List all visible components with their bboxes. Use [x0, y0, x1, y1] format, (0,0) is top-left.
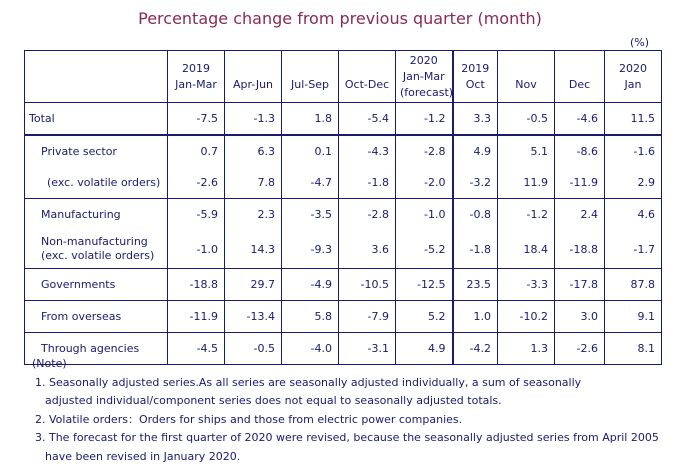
table-cell: -4.6	[555, 103, 605, 136]
table-cell: 11.5	[605, 103, 662, 136]
table-cell: -5.9	[168, 199, 225, 231]
table-cell: -2.6	[555, 333, 605, 365]
table-cell: -1.6	[605, 135, 662, 167]
table-cell: -1.7	[605, 230, 662, 269]
table-cell: -2.8	[396, 135, 453, 167]
col-header: 2019 Jan-Mar	[168, 51, 225, 103]
table-cell: 87.8	[605, 269, 662, 301]
table-cell: -1.0	[168, 230, 225, 269]
table-cell: -3.2	[453, 167, 498, 199]
row-label	[25, 199, 168, 231]
table-cell: 1.3	[498, 333, 555, 365]
notes-heading: (Note)	[32, 357, 67, 370]
row-label-text: Private sector	[41, 145, 117, 158]
row-label-text: Non-manufacturing	[41, 235, 148, 248]
note-line: 3. The forecast for the first quarter of 2020 were revised, because the seasonally adjusted series from April 2005	[35, 431, 659, 445]
row-label-text: Through agencies	[41, 342, 140, 355]
table-row	[25, 167, 662, 199]
col-header: 2020 Jan	[605, 51, 662, 103]
table-cell: 3.6	[339, 230, 396, 269]
table-cell: -5.4	[339, 103, 396, 136]
table-cell: 1.8	[282, 103, 339, 136]
row-label	[25, 103, 168, 136]
table-cell: -17.8	[555, 269, 605, 301]
orders-table	[24, 50, 662, 365]
table-cell: -3.5	[282, 199, 339, 231]
table-cell: -13.4	[225, 301, 282, 333]
table-cell: -4.7	[282, 167, 339, 199]
table-cell: 7.8	[225, 167, 282, 199]
row-label-text: Manufacturing	[41, 208, 121, 221]
table-cell: 11.9	[498, 167, 555, 199]
table-cell: -5.2	[396, 230, 453, 269]
table-cell: -1.0	[396, 199, 453, 231]
table-cell: -1.2	[498, 199, 555, 231]
table-cell: -7.9	[339, 301, 396, 333]
row-label-text: Total	[29, 112, 55, 125]
table-cell: -8.6	[555, 135, 605, 167]
table-cell: 29.7	[225, 269, 282, 301]
table-cell: -1.3	[225, 103, 282, 136]
note-line: 2. Volatile orders：Orders for ships and those from electric power companies.	[35, 412, 463, 426]
table-cell: -3.1	[339, 333, 396, 365]
table-cell: 2.9	[605, 167, 662, 199]
col-header: Dec	[555, 51, 605, 103]
table-cell: -11.9	[168, 301, 225, 333]
table-cell: -7.5	[168, 103, 225, 136]
table-cell: 23.5	[453, 269, 498, 301]
table-cell: 0.1	[282, 135, 339, 167]
row-label-text: Governments	[41, 278, 116, 291]
table-cell: -0.8	[453, 199, 498, 231]
note-line: adjusted individual/component series does not equal to seasonally adjusted totals.	[45, 394, 502, 408]
row-label	[25, 269, 168, 301]
row-label	[25, 135, 168, 167]
table-cell: 2.3	[225, 199, 282, 231]
table-cell: 3.0	[555, 301, 605, 333]
table-cell: 8.1	[605, 333, 662, 365]
row-label	[25, 230, 168, 269]
table-row	[25, 269, 662, 301]
table-cell: 5.2	[396, 301, 453, 333]
table-cell: -2.6	[168, 167, 225, 199]
table-row	[25, 103, 662, 136]
unit-label: (%)	[630, 36, 650, 49]
table-cell: -10.5	[339, 269, 396, 301]
table-cell: -9.3	[282, 230, 339, 269]
table-cell: 18.4	[498, 230, 555, 269]
table-cell: -18.8	[555, 230, 605, 269]
table-row	[25, 301, 662, 333]
col-header: 2019 Oct	[453, 51, 498, 103]
table-cell: -12.5	[396, 269, 453, 301]
table-cell: 6.3	[225, 135, 282, 167]
table-cell: 5.8	[282, 301, 339, 333]
table-cell: 1.0	[453, 301, 498, 333]
table-cell: -1.8	[453, 230, 498, 269]
row-label-text: (exc. volatile orders)	[47, 176, 161, 189]
table-cell: -3.3	[498, 269, 555, 301]
table-cell: -2.8	[339, 199, 396, 231]
table-cell: -1.8	[339, 167, 396, 199]
table-row	[25, 199, 662, 231]
table-cell: -4.0	[282, 333, 339, 365]
row-label-text: (exc. volatile orders)	[41, 249, 155, 262]
table-cell: -4.2	[453, 333, 498, 365]
page-title: Percentage change from previous quarter (month)	[138, 9, 542, 28]
row-label	[25, 301, 168, 333]
col-header: Oct-Dec	[339, 51, 396, 103]
row-label	[25, 167, 168, 199]
table-cell: 14.3	[225, 230, 282, 269]
table-cell: 9.1	[605, 301, 662, 333]
table-cell: 0.7	[168, 135, 225, 167]
table-cell: -2.0	[396, 167, 453, 199]
col-header: 2020 Jan-Mar (forecast)	[396, 51, 453, 103]
col-header: Apr-Jun	[225, 51, 282, 103]
table-cell: -1.2	[396, 103, 453, 136]
table-cell: 3.3	[453, 103, 498, 136]
note-line: have been revised in January 2020.	[45, 449, 241, 463]
header-corner	[25, 51, 168, 103]
table-row	[25, 230, 662, 269]
table-row	[25, 135, 662, 167]
table-cell: -18.8	[168, 269, 225, 301]
table-cell: 4.9	[396, 333, 453, 365]
table-cell: 4.6	[605, 199, 662, 231]
table-cell: -0.5	[498, 103, 555, 136]
row-label-text: From overseas	[41, 310, 122, 323]
notes-block	[32, 355, 659, 467]
header-row	[25, 51, 662, 103]
table-cell: 4.9	[453, 135, 498, 167]
table-cell: -10.2	[498, 301, 555, 333]
note-line: 1. Seasonally adjusted series.As all series are seasonally adjusted individually, a sum of seasonally	[35, 375, 582, 389]
table-cell: -4.3	[339, 135, 396, 167]
table-cell: -11.9	[555, 167, 605, 199]
table-cell: 5.1	[498, 135, 555, 167]
table-cell: 2.4	[555, 199, 605, 231]
col-header: Nov	[498, 51, 555, 103]
table-cell: -0.5	[225, 333, 282, 365]
col-header: Jul-Sep	[282, 51, 339, 103]
table-cell: -4.9	[282, 269, 339, 301]
table-cell: -4.5	[168, 333, 225, 365]
